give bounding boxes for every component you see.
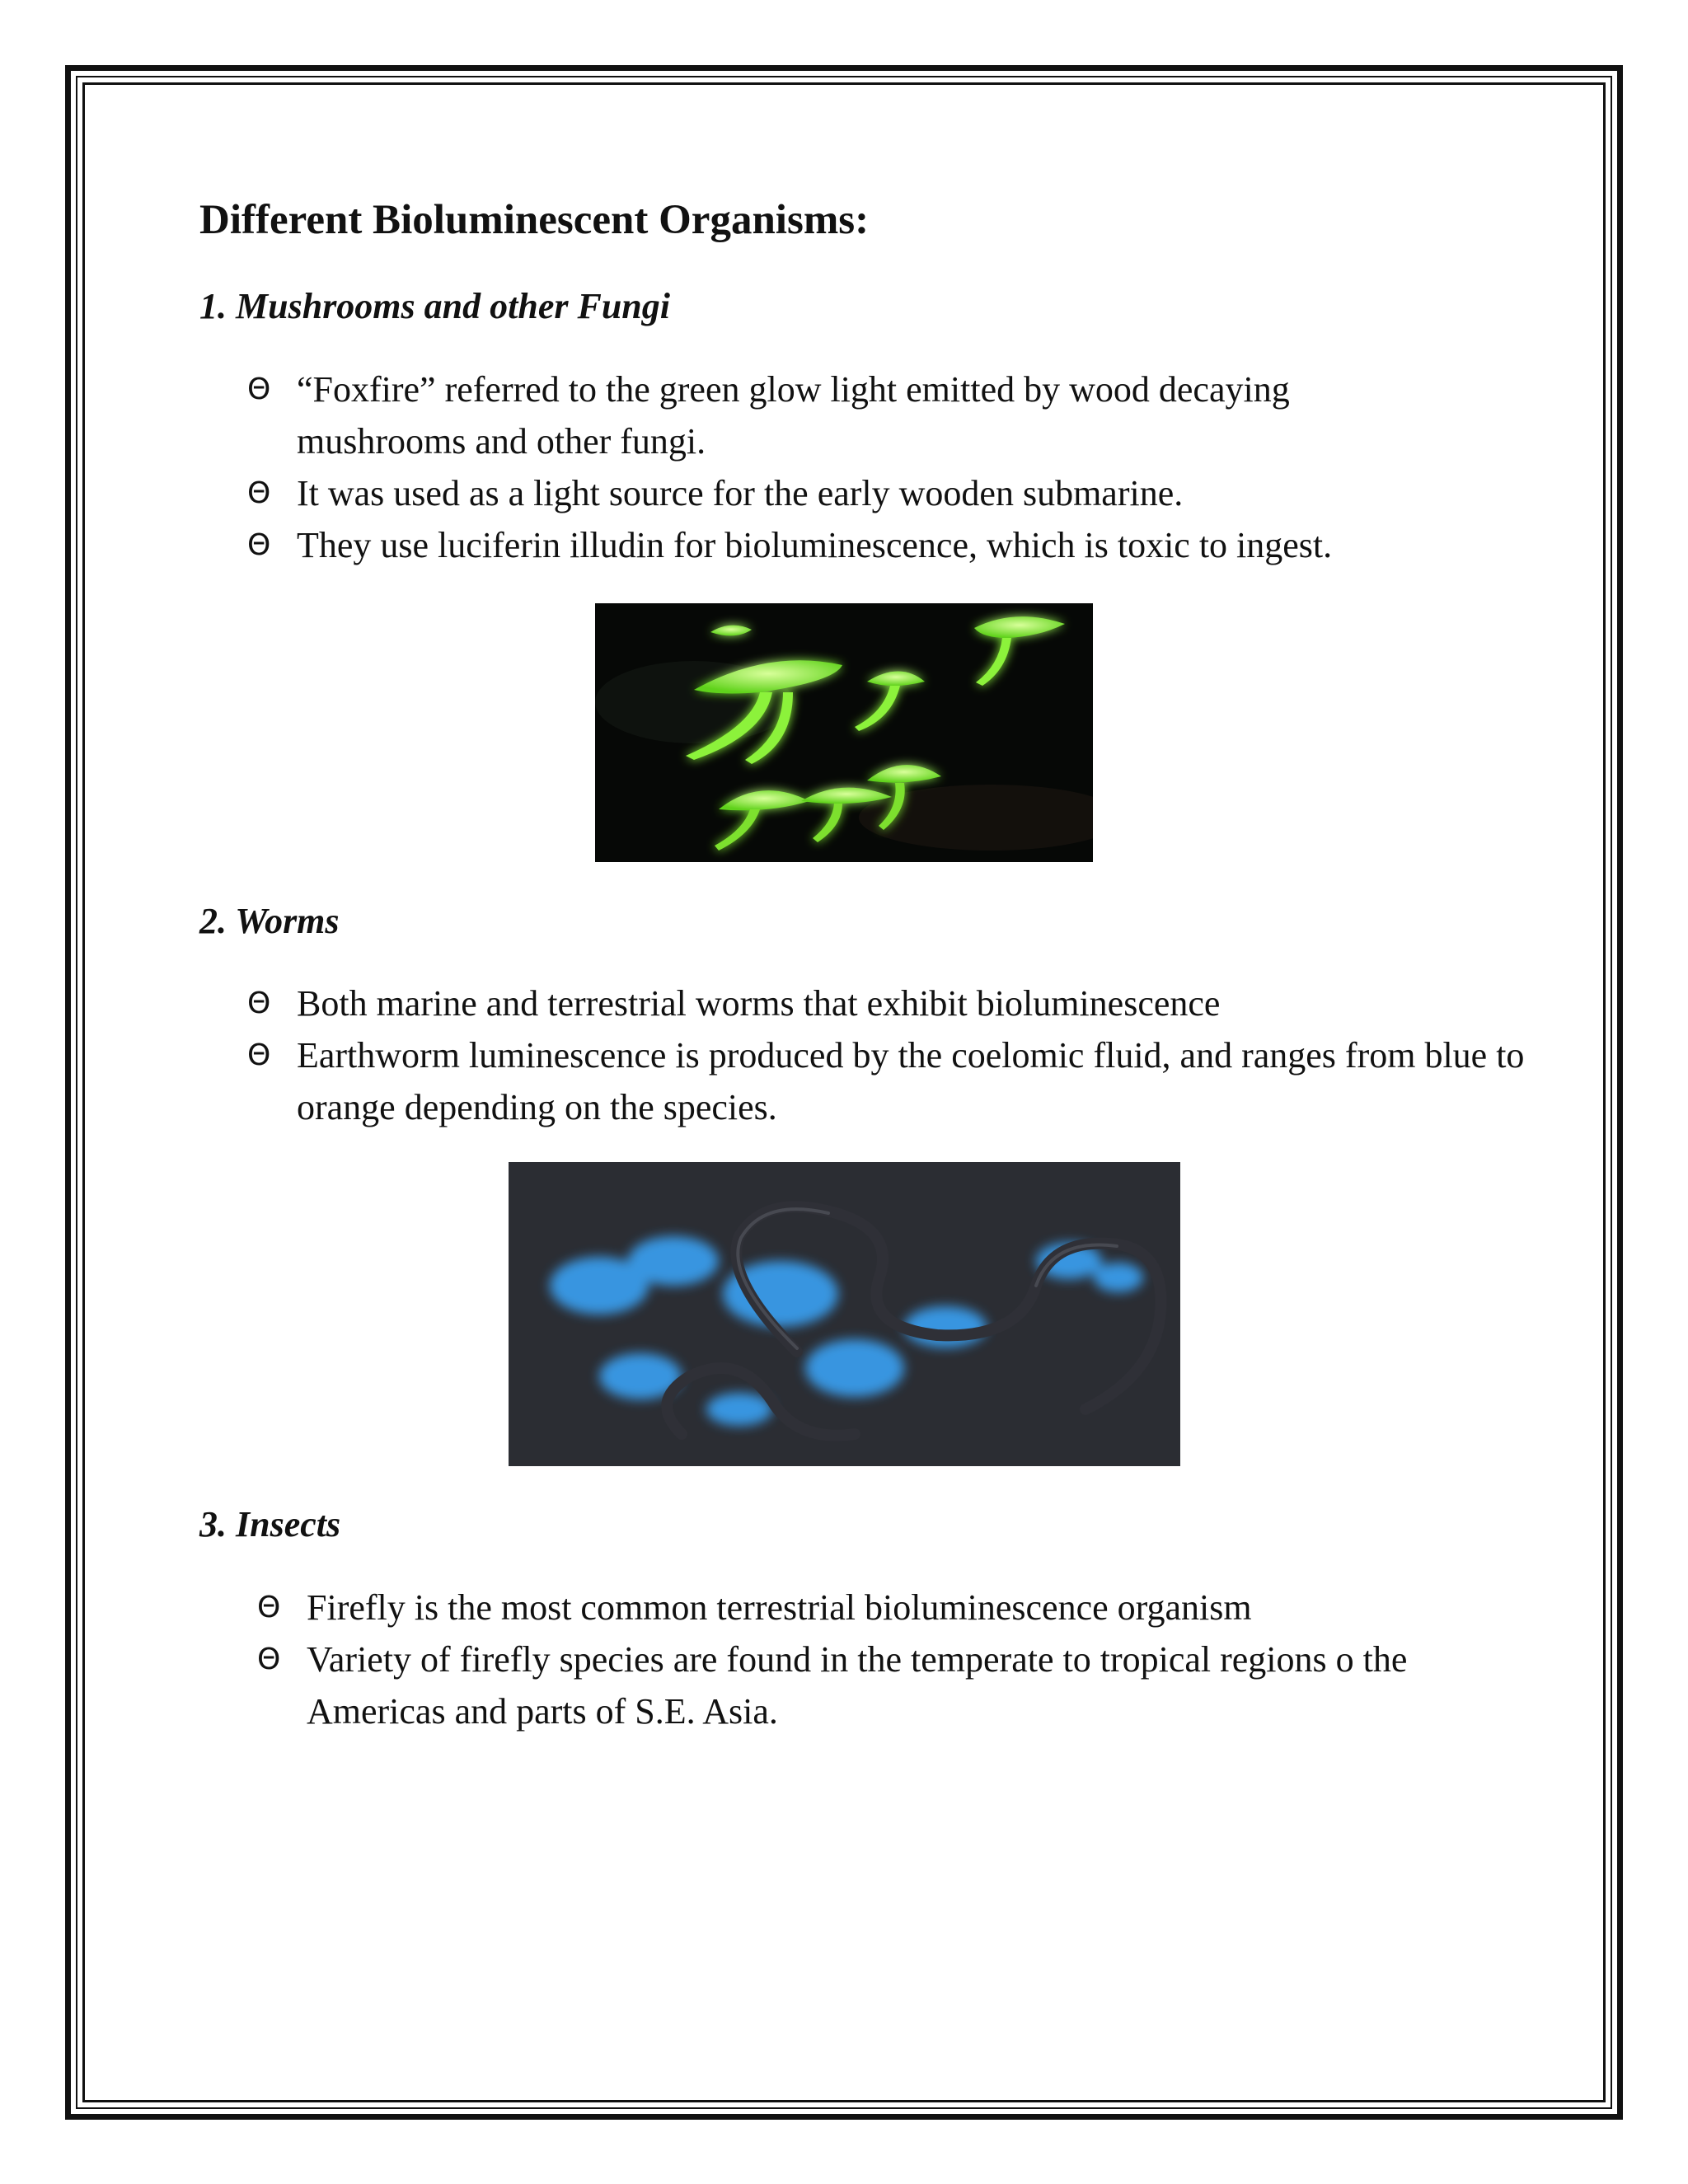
glowing-worm-illustration [509,1162,1180,1466]
section-heading-insects: 3. Insects [199,1504,341,1544]
bullet-list-fungi [247,363,1418,571]
list-item: Θ It was used as a light source for the early wooden submarine. [247,467,1418,519]
bullet-list-insects [257,1582,1543,1737]
list-item: Θ Both marine and terrestrial worms that exhibit bioluminescence [247,977,1533,1029]
theta-bullet-icon: Θ [247,373,271,406]
list-item: Θ Variety of firefly species are found in the temperate to tropical regions o the Americas and parts of S.E. Asia. [257,1633,1543,1737]
theta-bullet-icon: Θ [257,1643,281,1676]
theta-bullet-icon: Θ [247,476,271,510]
worm-photo [509,1162,1180,1466]
theta-bullet-icon: Θ [247,987,271,1020]
list-item: Θ “Foxfire” referred to the green glow light emitted by wood decaying mushrooms and other fungi. [247,363,1418,467]
theta-bullet-icon: Θ [247,528,271,562]
mushroom-photo [595,603,1093,862]
glowing-mushrooms-illustration [595,603,1093,862]
list-item: Θ Firefly is the most common terrestrial bioluminescence organism [257,1582,1543,1633]
list-item: Θ They use luciferin illudin for bioluminescence, which is toxic to ingest. [247,519,1418,571]
bullet-list-worms [247,977,1533,1133]
section-heading-worms: 2. Worms [199,901,340,941]
page-title: Different Bioluminescent Organisms: [199,197,870,243]
theta-bullet-icon: Θ [257,1591,281,1624]
theta-bullet-icon: Θ [247,1038,271,1072]
section-heading-fungi: 1. Mushrooms and other Fungi [199,286,670,326]
list-item: Θ Earthworm luminescence is produced by the coelomic fluid, and ranges from blue to orange depending on the species. [247,1029,1533,1133]
